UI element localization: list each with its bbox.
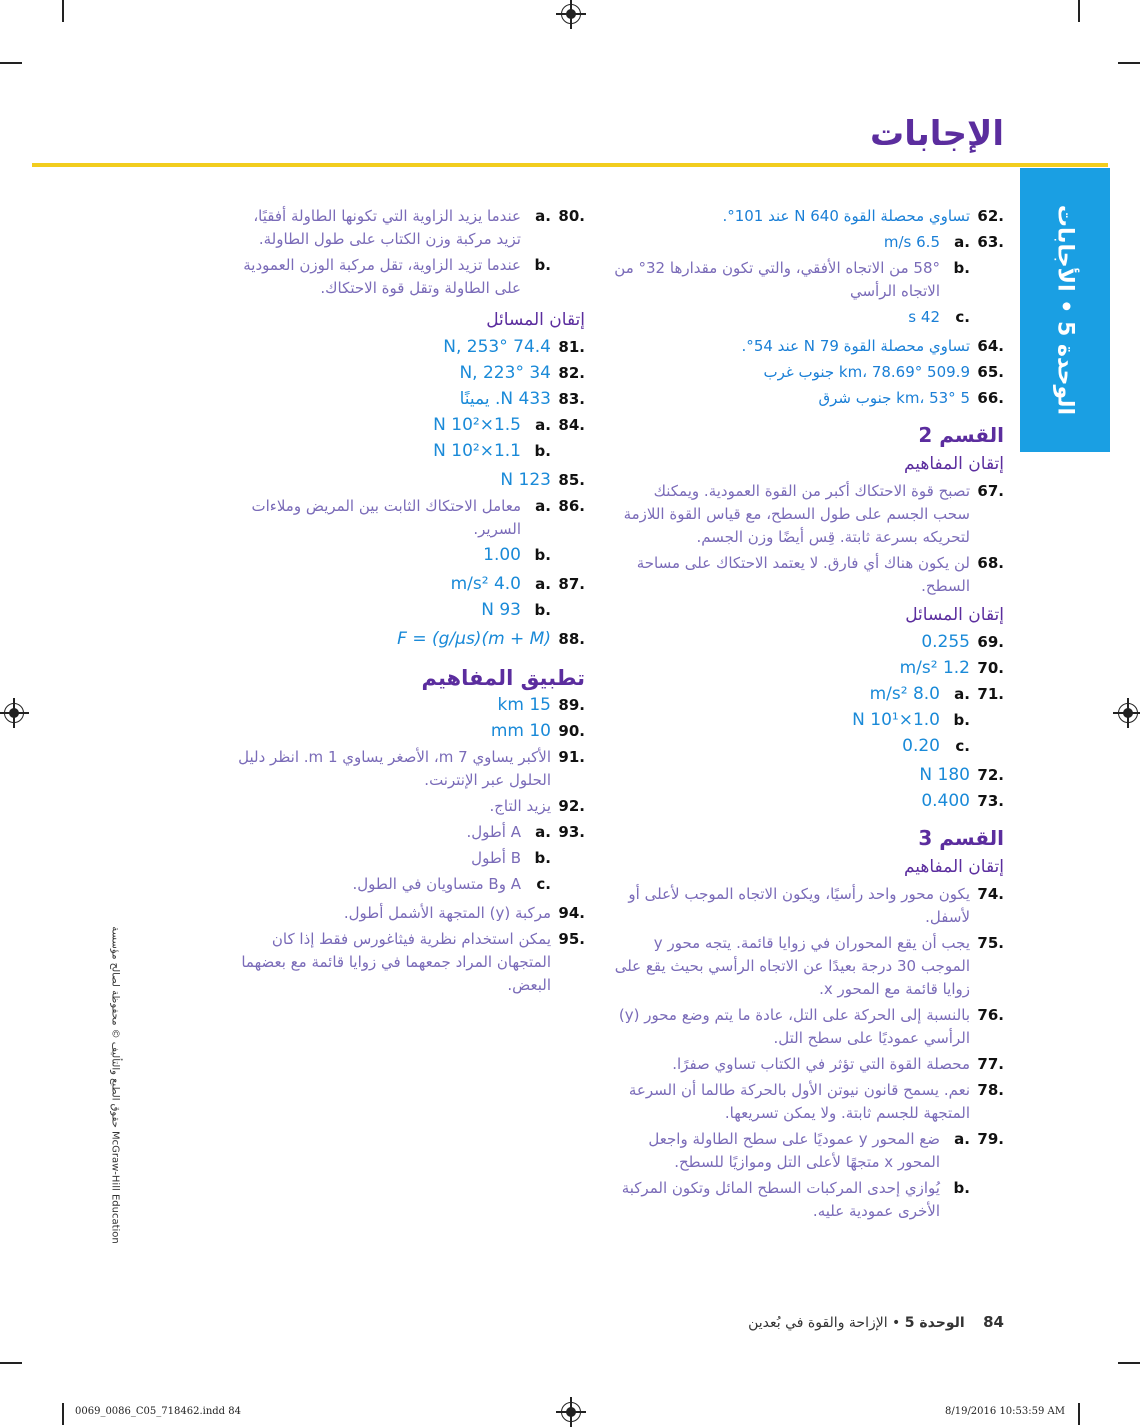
crop-mark bbox=[1078, 0, 1080, 22]
answer-item: .79 .a ضع المحور y عموديًا على سطح الطاولة واجعل المحور x متجهًا لأعلى التل وموازيًا للسطح. .b يُوازي إحدى المركبات السطح المائل وتكون المركبة الأخرى عمودية عليه. bbox=[621, 1130, 1004, 1220]
side-tab-label: الوحدة 5 • الأجابات bbox=[1052, 204, 1078, 416]
answer-item: .62 تساوي محصلة القوة 640 N عند 101°. bbox=[722, 207, 1004, 225]
answer-item: .64 تساوي محصلة القوة 79 N عند 54°. bbox=[741, 337, 1004, 355]
answer-item: .85 123 N bbox=[500, 470, 585, 490]
crop-mark bbox=[1078, 1403, 1080, 1425]
answer-item: .74 يكون محور واحد رأسيًا، ويكون الاتجاه الموجب لأعلى أو لأسفل. bbox=[628, 885, 1004, 926]
answer-item: .69 0.255 bbox=[921, 632, 1004, 652]
footer-unit: الوحدة 5 bbox=[904, 1315, 965, 1331]
answer-item: .77 محصلة القوة التي تؤثر في الكتاب تساوي صفرًا. bbox=[672, 1055, 1004, 1073]
answer-item: .71 .a 8.0 m/s² .b 1.0×10¹ N .c 0.20 bbox=[852, 684, 1004, 756]
footer-title: • الإزاحة والقوة في بُعدين bbox=[748, 1315, 901, 1331]
answer-item: .90 10 mm bbox=[490, 721, 585, 741]
crop-mark bbox=[0, 62, 22, 64]
section-3-heading: القسم 3 bbox=[918, 826, 1004, 850]
answer-item: .65 509.9 km، 78.69° جنوب غرب bbox=[763, 363, 1004, 381]
problems-heading: إتقان المسائل bbox=[905, 605, 1004, 625]
answer-item: .92 يزيد التاج. bbox=[489, 797, 585, 815]
answer-item: .66 5 km، 53° جنوب شرق bbox=[818, 389, 1004, 407]
concepts-heading: إتقان المفاهيم bbox=[903, 857, 1004, 877]
formula: F = (g/μs)(m + M) bbox=[397, 629, 551, 649]
answer-item: .82 34 N, 223° bbox=[459, 363, 585, 383]
registration-mark-left bbox=[4, 703, 24, 723]
answer-item: .95 يمكن استخدام نظرية فيثاغورس فقط إذا كان المتجهان المراد جمعهما في زوايا قائمة مع بعضهما البعض. bbox=[241, 930, 585, 994]
copyright-notice: حقوق الطبع والتأليف © محفوظة لصالح مؤسسة McGraw-Hill Education bbox=[109, 926, 121, 1244]
print-slug-file: 0069_0086_C05_718462.indd 84 bbox=[75, 1406, 241, 1417]
answer-item: .88 F = (g/μs)(m + M) bbox=[225, 628, 585, 651]
registration-mark-top bbox=[561, 4, 581, 24]
answer-item: .80 .a عندما يزيد الزاوية التي تكونها الطاولة أفقيًا، تزيد مركبة وزن الكتاب على طول الطاولة. .b عندما تزيد الزاوية، تقل مركبة الوزن العمودية على الطاولة وتقل قوة الاحتكاك. bbox=[243, 207, 585, 297]
crop-mark bbox=[1118, 1362, 1140, 1364]
page-title: الإجابات bbox=[870, 114, 1004, 154]
right-column bbox=[614, 205, 1004, 1229]
print-slug-date: 8/19/2016 10:53:59 AM bbox=[944, 1406, 1065, 1417]
page-number: 84 bbox=[983, 1313, 1004, 1331]
problems-heading: إتقان المسائل bbox=[486, 310, 585, 330]
answer-item: .76 بالنسبة إلى الحركة على التل، عادة ما يتم وضع محور (y) الرأسي عموديًا على سطح التل. bbox=[618, 1006, 1004, 1047]
left-column bbox=[225, 205, 585, 1000]
answer-item: .68 لن يكون هناك أي فارق. لا يعتمد الاحتكاك على مساحة السطح. bbox=[636, 554, 1004, 595]
apply-concepts-heading: تطبيق المفاهيم bbox=[421, 666, 585, 690]
crop-mark bbox=[62, 0, 64, 22]
section-2-heading: القسم 2 bbox=[918, 423, 1004, 447]
concepts-heading: إتقان المفاهيم bbox=[903, 454, 1004, 474]
page-footer bbox=[748, 1313, 1004, 1331]
crop-mark bbox=[0, 1362, 22, 1364]
crop-mark bbox=[1118, 62, 1140, 64]
title-rule bbox=[32, 163, 1108, 167]
answer-item: .81 74.4 N, 253° bbox=[443, 337, 585, 357]
answer-item: .91 الأكبر يساوي 7 m، الأصغر يساوي 1 m. انظر دليل الحلول عبر الإنترنت. bbox=[238, 748, 585, 789]
answer-item: .70 1.2 m/s² bbox=[899, 658, 1004, 678]
answer-item: .75 يجب أن يقع المحوران في زوايا قائمة. يتجه محور y الموجب 30 درجة بعيدًا عن الاتجاه الرأسي بحيث يقع على زوايا قائمة مع المحور x. bbox=[614, 934, 1004, 998]
answer-item: .86 .a معامل الاحتكاك الثابت بين المريض وملاءات السرير. .b 1.00 bbox=[251, 497, 585, 565]
registration-mark-bottom bbox=[561, 1402, 581, 1422]
answer-item: .67 تصبح قوة الاحتكاك أكبر من القوة العمودية. ويمكنك سحب الجسم على طول السطح، مع قياس القوة اللازمة لتحريكه بسرعة ثابتة. قِس أيضًا وزن الجسم. bbox=[623, 482, 1004, 546]
registration-mark-right bbox=[1118, 703, 1138, 723]
crop-mark bbox=[62, 1403, 64, 1425]
answer-item: .94 مركبة (y) المتجهة الأشمل أطول. bbox=[343, 904, 585, 922]
answer-item: .73 0.400 bbox=[921, 791, 1004, 811]
answer-item: .89 15 km bbox=[497, 695, 585, 715]
answer-item: .83 433 N. يمينًا bbox=[459, 389, 585, 409]
answer-item: .87 .a 4.0 m/s² .b 93 N bbox=[450, 574, 585, 620]
answer-item: .78 نعم. يسمح قانون نيوتن الأول بالحركة طالما أن السرعة المتجهة للجسم ثابتة. ولا يمكن تسريعها. bbox=[628, 1081, 1004, 1122]
answer-item: .72 180 N bbox=[919, 765, 1004, 785]
answer-item: .84 .a 1.5×10² N .b 1.1×10² N bbox=[433, 415, 585, 461]
answer-item: .93 .a A أطول. .b B أطول .c A وB متساويان في الطول. bbox=[352, 823, 585, 893]
answer-item: .63 .a 6.5 m/s .b 58° من الاتجاه الأفقي، والتي تكون مقدارها 32° من الاتجاه الرأسي .c 42 s bbox=[614, 233, 1004, 326]
